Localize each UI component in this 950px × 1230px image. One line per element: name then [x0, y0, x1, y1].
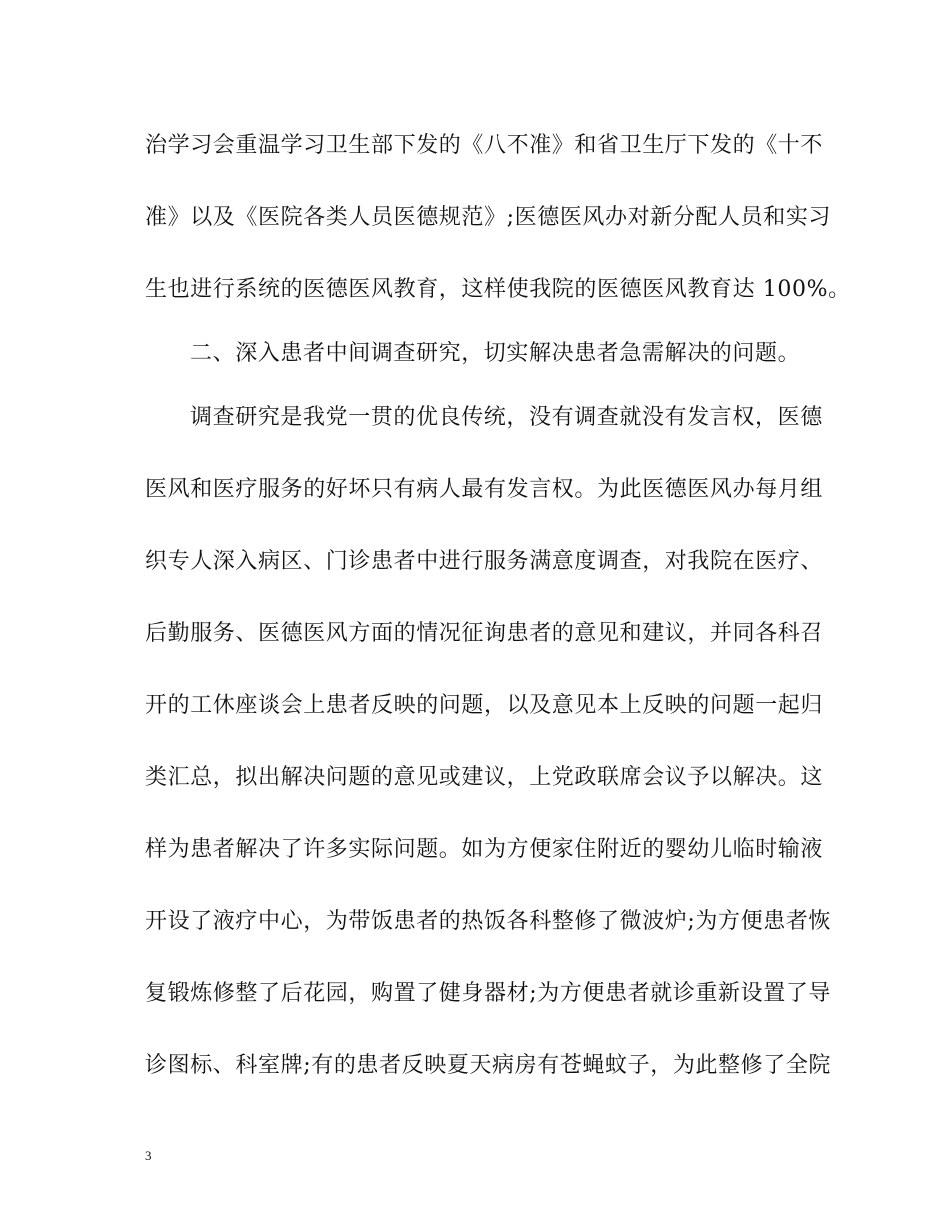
- text-line-12: 开设了液疗中心，为带饭患者的热饭各科整修了微波炉;为方便患者恢: [145, 909, 832, 934]
- text-line-3: 生也进行系统的医德医风教育，这样使我院的医德医风教育达 100%。: [145, 277, 851, 302]
- text-line-6: 医风和医疗服务的好坏只有病人最有发言权。为此医德医风办每月组: [145, 477, 824, 502]
- text-line-1: 治学习会重温学习卫生部下发的《八不准》和省卫生厅下发的《十不: [145, 133, 824, 158]
- text-line-8: 后勤服务、医德医风方面的情况征询患者的意见和建议，并同各科召: [145, 621, 824, 646]
- page-number: 3: [145, 1148, 152, 1163]
- text-line-13: 复锻炼修整了后花园，购置了健身器材;为方便患者就诊重新设置了导: [145, 981, 832, 1006]
- text-line-7: 织专人深入病区、门诊患者中进行服务满意度调查，对我院在医疗、: [145, 549, 824, 574]
- text-line-2: 准》以及《医院各类人员医德规范》;医德医风办对新分配人员和实习: [145, 205, 832, 230]
- text-line-14: 诊图标、科室牌;有的患者反映夏天病房有苍蝇蚊子，为此整修了全院: [145, 1053, 832, 1078]
- text-line-9: 开的工休座谈会上患者反映的问题，以及意见本上反映的问题一起归: [145, 693, 824, 718]
- text-line-11: 样为患者解决了许多实际问题。如为方便家住附近的婴幼儿临时输液: [145, 837, 824, 862]
- section-heading: 二、深入患者中间调查研究，切实解决患者急需解决的问题。: [190, 341, 801, 366]
- text-line-5: 调查研究是我党一贯的优良传统，没有调查就没有发言权，医德: [190, 405, 823, 430]
- text-line-10: 类汇总，拟出解决问题的意见或建议，上党政联席会议予以解决。这: [145, 765, 824, 790]
